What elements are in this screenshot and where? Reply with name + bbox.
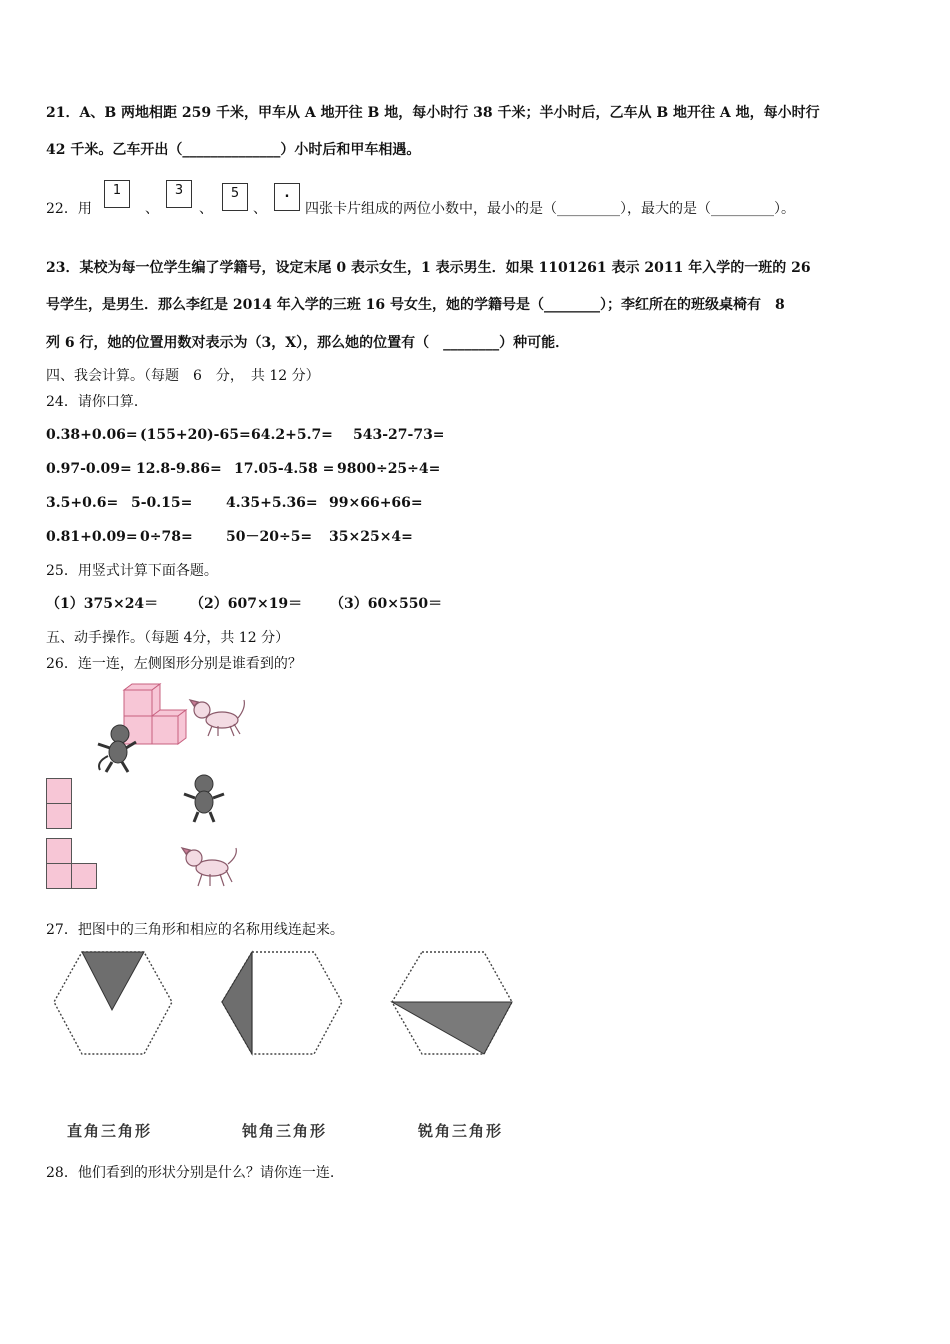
q23-line2: 号学生，是男生．那么李红是 2014 年入学的三班 16 号女生，她的学籍号是（________）；李红所在的班级桌椅有 8 [46,297,785,313]
q24-r4c1: 0.81+0.09= [46,529,138,545]
label-acute-triangle: 锐角三角形 [418,1122,504,1140]
q24-r3c4: 99×66+66= [329,495,423,511]
section4-heading: 四、我会计算。（每题 6 分， 共 12 分） [46,368,320,384]
q24-r4c3: 50－20÷5= [226,529,313,545]
q24-r4c2: 0÷78= [140,529,193,545]
digit-card-3: 3 [166,180,192,208]
q24-r4c4: 35×25×4= [329,529,413,545]
digit-card-1: 1 [104,180,130,208]
q28-title: 28．他们看到的形状分别是什么？请你连一连. [46,1165,335,1181]
dog-icon [182,844,242,890]
card-separator: 、 [145,201,159,217]
hexagon-obtuse-triangle-figure [220,950,344,1058]
hexagon-right-triangle-figure [52,950,174,1058]
q24-r1c1: 0.38+0.06= [46,427,138,443]
q23-line1: 23．某校为每一位学生编了学籍号，设定末尾 0 表示女生，1 表示男生．如果 1101261 表示 2011 年入学的一班的 26 [46,260,811,276]
card-separator: 、 [253,201,267,217]
q22-prefix: 22．用 [46,201,92,217]
q24-r1c2: (155+20)-65= [140,427,251,443]
q24-r3c1: 3.5+0.6= [46,495,119,511]
label-obtuse-triangle: 钝角三角形 [242,1122,328,1140]
q23-line3: 列 6 行，她的位置用数对表示为（3，X），那么她的位置有（ ________）种可能． [46,335,570,351]
q21-line1: 21．A、B 两地相距 259 千米，甲车从 A 地开往 B 地，每小时行 38 千米；半小时后，乙车从 B 地开往 A 地，每小时行 [46,105,820,121]
q24-r2c1: 0.97-0.09= [46,461,132,477]
q24-title: 24．请你口算． [46,394,148,410]
q24-r1c4: 543-27-73= [353,427,445,443]
q24-r2c4: 9800÷25÷4= [337,461,441,477]
dog-icon [188,696,248,740]
q25-item-2: （2）607×19＝ [190,596,303,612]
q25-title: 25．用竖式计算下面各题。 [46,563,218,579]
q24-r1c3: 64.2+5.7= [251,427,333,443]
monkey-icon [92,722,140,774]
monkey-icon [180,772,228,824]
l-shape-figure [46,838,100,890]
q21-line2: 42 千米。乙车开出（______________）小时后和甲车相遇。 [46,142,421,158]
q24-r3c3: 4.35+5.36= [226,495,318,511]
digit-card-dot: . [274,183,300,211]
section5-heading: 五、动手操作。（每题 4分，共 12 分） [46,630,290,646]
q25-item-1: （1）375×24＝ [46,596,159,612]
q26-title: 26．连一连，左侧图形分别是谁看到的？ [46,656,302,672]
hexagon-acute-triangle-figure [390,950,514,1058]
q22-suffix: 四张卡片组成的两位小数中，最小的是（_________），最大的是（_________）。 [305,201,795,217]
q24-r3c2: 5-0.15= [131,495,193,511]
card-separator: 、 [199,201,213,217]
two-square-column-shape [46,778,74,830]
digit-card-5: 5 [222,183,248,211]
q24-r2c3: 17.05-4.58 = [234,461,335,477]
q25-item-3: （3）60×550＝ [330,596,443,612]
q24-r2c2: 12.8-9.86= [136,461,222,477]
label-right-triangle: 直角三角形 [67,1122,153,1140]
q27-title: 27．把图中的三角形和相应的名称用线连起来。 [46,922,344,938]
